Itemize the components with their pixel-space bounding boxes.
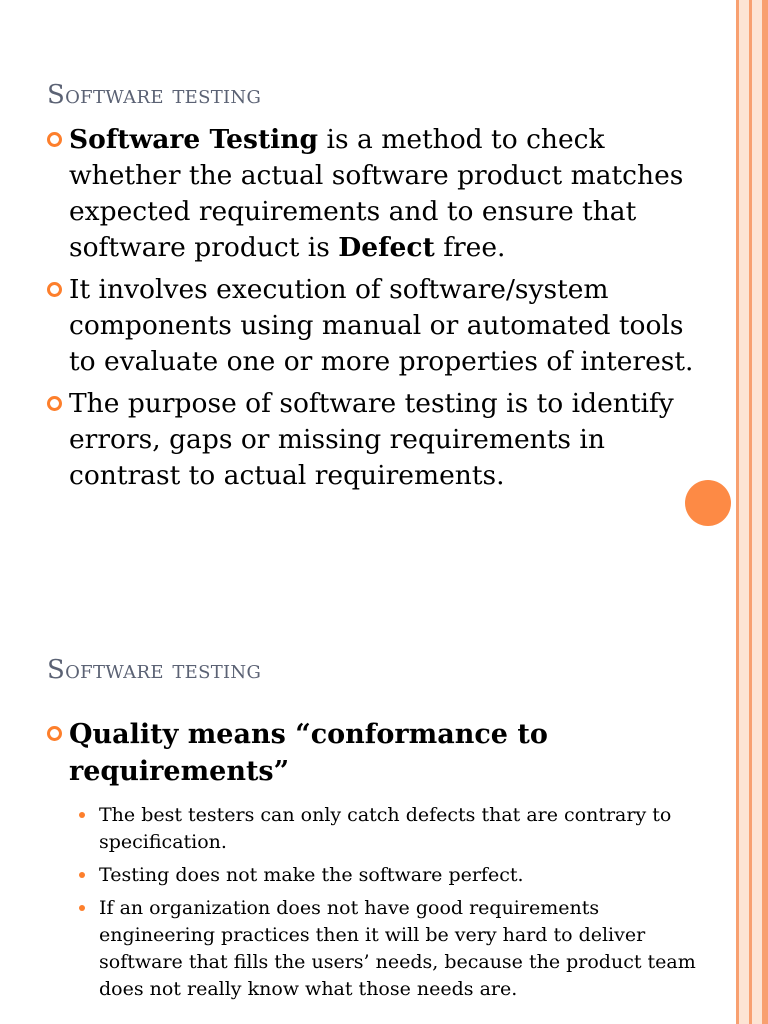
bold-term: Defect [338, 232, 435, 263]
bullet-text: free. [434, 232, 506, 263]
slide2-main-bullet [47, 716, 707, 1003]
sub-bullet-text: If an organization does not have good requirements engineering practices then it will be very hard to deliver software that fills the users’ needs, because the product team does not really know what those needs are. [99, 897, 696, 1000]
dot-bullet-icon [79, 872, 85, 878]
sub-bullet-list [69, 802, 707, 1003]
slide1-title: Software testing [47, 80, 262, 110]
decor-stripe [739, 0, 749, 1024]
ring-bullet-icon [47, 396, 62, 411]
slide1-bullet-list [47, 122, 707, 500]
bullet-text: Quality means “conformance to requirements” [69, 719, 548, 787]
sub-bullet [69, 862, 707, 889]
slide2-bullet-list [47, 716, 707, 1009]
sub-bullet-text: Testing does not make the software perfect. [99, 864, 524, 886]
dot-bullet-icon [79, 905, 85, 911]
bullet-text: The purpose of software testing is to identify errors, gaps or missing requirements in contrast to actual requirements. [69, 388, 674, 491]
sub-bullet [69, 895, 707, 1003]
slide2-title: Software testing [47, 655, 262, 685]
dot-bullet-icon [79, 812, 85, 818]
bullet-text: is a method to check whether the actual software product matches expected requirements and to ensure that software product is [69, 124, 684, 263]
sub-bullet [69, 802, 707, 856]
sub-bullet-text: The best testers can only catch defects that are contrary to specification. [99, 804, 672, 853]
bullet-text: It involves execution of software/system components using manual or automated tools to evaluate one or more properties of interest. [69, 274, 694, 377]
slide1-bullet-3 [47, 386, 707, 494]
decor-stripe [762, 0, 768, 1024]
ring-bullet-icon [47, 132, 62, 147]
slide1-bullet-2 [47, 272, 707, 380]
slide1-bullet-1 [47, 122, 707, 266]
ring-bullet-icon [47, 282, 62, 297]
ring-bullet-icon [47, 726, 62, 741]
bold-term: Software Testing [69, 124, 319, 155]
decor-stripe [752, 0, 762, 1024]
